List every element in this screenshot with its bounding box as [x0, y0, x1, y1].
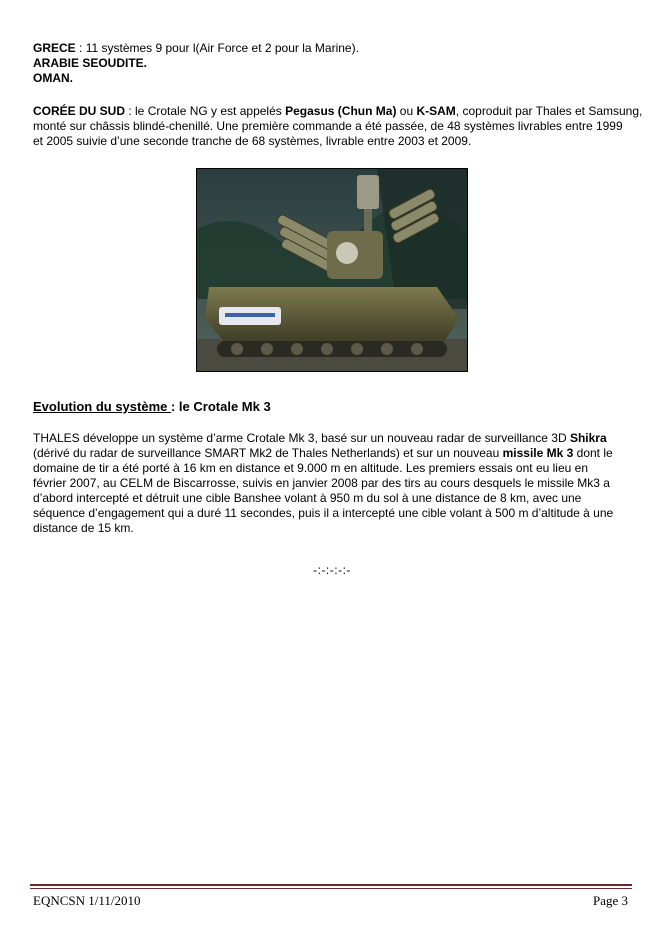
coree-text-2: ou — [396, 104, 417, 118]
coree-paragraph — [33, 104, 643, 149]
ksam-term: K-SAM — [416, 104, 456, 118]
oman-label: OMAN. — [33, 71, 73, 85]
evo-line-1: THALES développe un système d’arme Crotale Mk 3, basé sur un nouveau radar de surveillance 3D — [33, 431, 570, 445]
coree-text-3: , coproduit par Thales et Samsung, — [455, 104, 643, 118]
section-title — [33, 399, 629, 414]
evo-line-5: d’abord intercepté et détruit une cible Banshee volant à 950 m du sol à une distance de 8 km, avec une — [33, 491, 582, 505]
footer-doc-id: EQNCSN 1/11/2010 — [33, 893, 141, 908]
evo-line-6: séquence d’engagement qui a duré 11 secondes, puis il a intercepté une cible volant à 500 m d’altitude à une — [33, 506, 614, 520]
vehicle-illustration — [197, 169, 467, 371]
arabie-label: ARABIE SEOUDITE. — [33, 56, 148, 70]
evo-line-7: distance de 15 km. — [33, 521, 134, 535]
footer-page-number: Page 3 — [592, 893, 628, 908]
evo-line-4: février 2007, au CELM de Biscarrosse, suivis en janvier 2008 par des tirs au cours desquels le missile Mk3 a — [33, 476, 610, 490]
footer-rule — [30, 884, 632, 886]
coree-line-3: et 2005 suivie d’une seconde tranche de 68 systèmes, livrable entre 2003 et 2009. — [33, 134, 472, 148]
coree-label: CORÉE DU SUD — [33, 104, 126, 118]
grece-label: GRECE — [33, 41, 76, 55]
section-title-underlined: Evolution du système — [33, 399, 171, 414]
section-title-rest: : le Crotale Mk 3 — [170, 399, 271, 414]
evo-line-2b: dont le — [573, 446, 613, 460]
vehicle-photo — [196, 168, 468, 372]
coree-line-2: monté sur châssis blindé-chenillé. Une première commande a été passée, de 48 systèmes livrables entre 1999 — [33, 119, 623, 133]
pegasus-term: Pegasus (Chun Ma) — [285, 104, 397, 118]
country-list — [33, 41, 629, 86]
missile-term: missile Mk 3 — [502, 446, 574, 460]
footer-rule-thin — [30, 888, 632, 889]
grece-line — [33, 41, 629, 56]
coree-text-1: : le Crotale NG y est appelés — [125, 104, 286, 118]
grece-text: : 11 systèmes 9 pour l(Air Force et 2 pour la Marine). — [75, 41, 359, 55]
evo-line-2: (dérivé du radar de surveillance SMART Mk2 de Thales Netherlands) et sur un nouveau — [33, 446, 503, 460]
section-separator: -:-:-:-:- — [313, 563, 351, 577]
shikra-term: Shikra — [569, 431, 607, 445]
evolution-paragraph — [33, 431, 629, 536]
evo-line-3: domaine de tir a été porté à 16 km en distance et 9.000 m en altitude. Les premiers essais ont eu lieu en — [33, 461, 588, 475]
